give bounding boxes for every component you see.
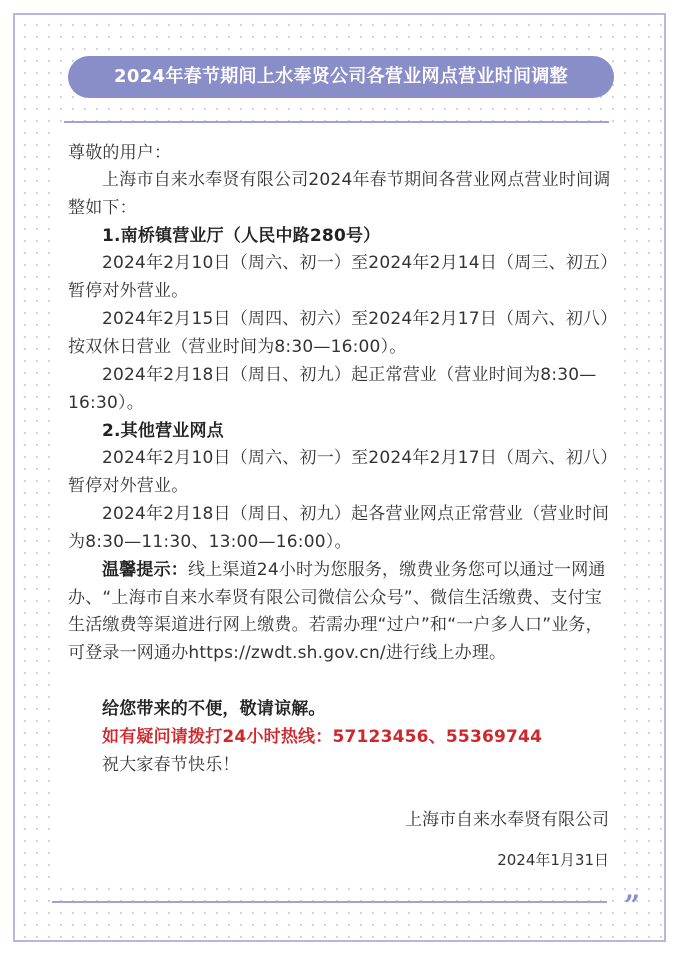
tip-text: 线上渠道24小时为您服务，缴费业务您可以通过一网通办、“上海市自来水奉贤有限公司微信公众号”、微信生活缴费、支付宝生活缴费等渠道进行网上缴费。若需办理“过户”和“一户多人口”业务，可登录一网通办https://zwdt.sh.gov.cn/进行线上办理。 — [68, 560, 606, 663]
section2-item-2: 2024年2月18日（周日、初九）起各营业网点正常营业（营业时间为8:30—11:30、13:00—16:00）。 — [68, 504, 610, 552]
apology-line: 给您带来的不便，敬请谅解。 — [102, 699, 326, 719]
section1-heading: 1.南桥镇营业厅（人民中路280号） — [102, 226, 381, 246]
salutation: 尊敬的用户： — [68, 143, 172, 163]
section1-item-2: 2024年2月15日（周四、初六）至2024年2月17日（周六、初八）按双休日营业（营业时间为8:30—16:00）。 — [68, 309, 609, 357]
top-divider — [64, 121, 609, 123]
tip-paragraph — [68, 557, 611, 667]
page-title: 2024年春节期间上水奉贤公司各营业网点营业时间调整 — [68, 56, 614, 98]
section1-item-3: 2024年2月18日（周日、初九）起正常营业（营业时间为8:30—16:30）。 — [68, 365, 597, 413]
section2-heading: 2.其他营业网点 — [102, 421, 224, 441]
hotline-line: 如有疑问请拨打24小时热线：57123456、55369744 — [102, 727, 543, 747]
signature: 上海市自来水奉贤有限公司 — [405, 810, 609, 830]
greeting-line: 祝大家春节快乐！ — [102, 755, 240, 775]
intro-paragraph: 上海市自来水奉贤有限公司2024年春节期间各营业网点营业时间调整如下： — [68, 170, 611, 218]
section1-item-1: 2024年2月10日（周六、初一）至2024年2月14日（周三、初五）暂停对外营业。 — [68, 253, 609, 301]
bottom-divider — [52, 901, 607, 903]
issue-date: 2024年1月31日 — [497, 851, 609, 869]
section2-item-1: 2024年2月10日（周六、初一）至2024年2月17日（周六、初八）暂停对外营业。 — [68, 448, 609, 496]
tip-label: 温馨提示： — [102, 560, 188, 580]
closing-quote-mark: ” — [624, 889, 641, 922]
